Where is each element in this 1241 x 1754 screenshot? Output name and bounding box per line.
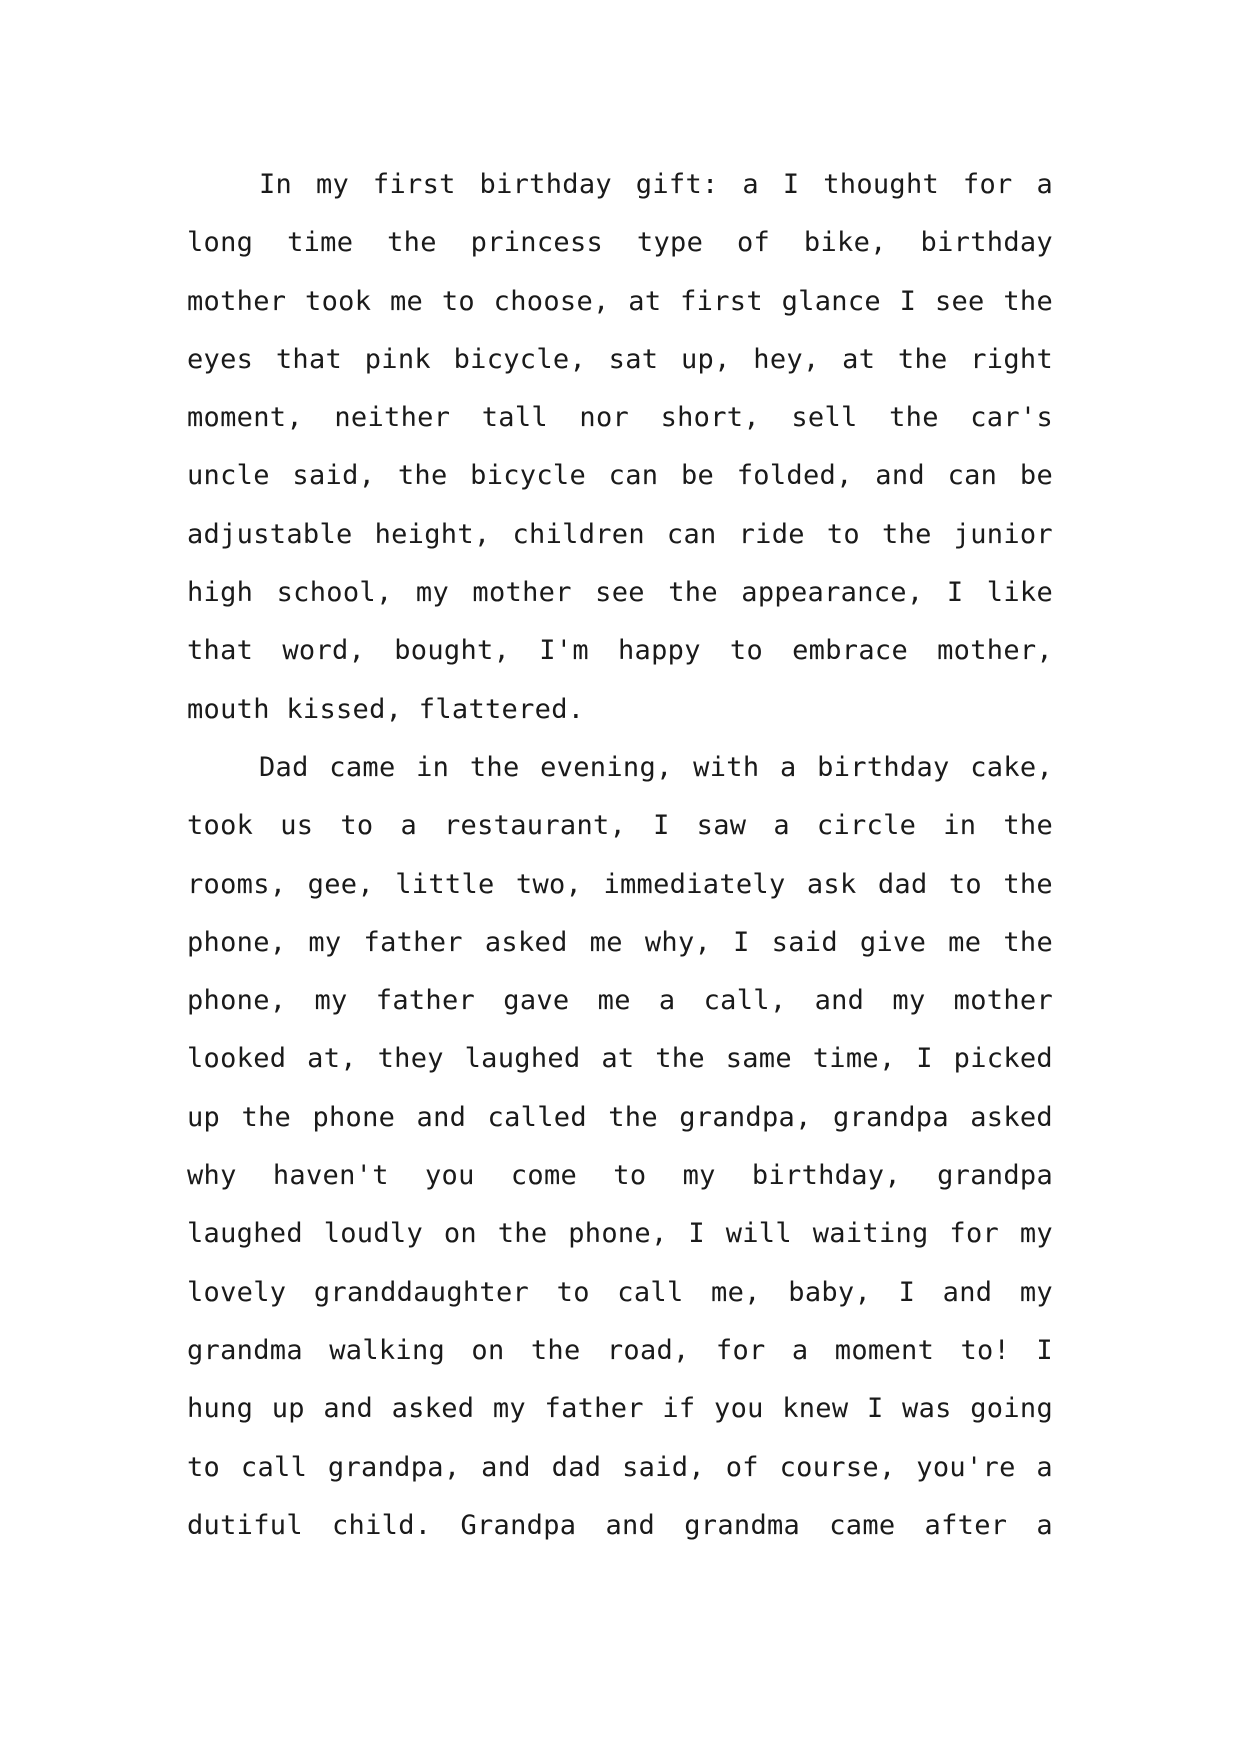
text-line: up the phone and called the grandpa, grandpa asked xyxy=(187,1101,1053,1133)
text-line: high school, my mother see the appearance, I like xyxy=(187,577,1053,609)
text-line: lovely granddaughter to call me, baby, I and my xyxy=(187,1276,1053,1308)
text-line: adjustable height, children can ride to the junior xyxy=(187,518,1053,550)
text-line: mother took me to choose, at first glance I see the xyxy=(187,285,1053,317)
body-text xyxy=(187,156,1053,1555)
text-line: Dad came in the evening, with a birthday cake, xyxy=(259,751,1053,783)
text-line: hung up and asked my father if you knew I was going xyxy=(187,1393,1053,1425)
text-line: to call grandpa, and dad said, of course, you're a xyxy=(187,1451,1053,1483)
text-line: moment, neither tall nor short, sell the car's xyxy=(187,402,1053,434)
text-line: uncle said, the bicycle can be folded, and can be xyxy=(187,460,1053,492)
text-line: took us to a restaurant, I saw a circle in the xyxy=(187,810,1053,842)
text-line: grandma walking on the road, for a moment to! I xyxy=(187,1334,1053,1366)
text-line: mouth kissed, flattered. xyxy=(187,693,585,725)
text-line: rooms, gee, little two, immediately ask dad to the xyxy=(187,868,1053,900)
text-line: In my first birthday gift: a I thought for a xyxy=(259,169,1053,200)
text-line: why haven't you come to my birthday, grandpa xyxy=(187,1160,1053,1192)
text-line: looked at, they laughed at the same time, I picked xyxy=(187,1043,1053,1075)
text-line: long time the princess type of bike, birthday xyxy=(187,227,1053,259)
text-line: eyes that pink bicycle, sat up, hey, at the right xyxy=(187,343,1053,375)
text-line: phone, my father asked me why, I said give me the xyxy=(187,926,1053,958)
text-line: laughed loudly on the phone, I will waiting for my xyxy=(187,1218,1053,1250)
text-line: phone, my father gave me a call, and my mother xyxy=(187,985,1053,1017)
text-line: dutiful child. Grandpa and grandma came after a xyxy=(187,1509,1053,1541)
text-line: that word, bought, I'm happy to embrace mother, xyxy=(187,635,1053,667)
